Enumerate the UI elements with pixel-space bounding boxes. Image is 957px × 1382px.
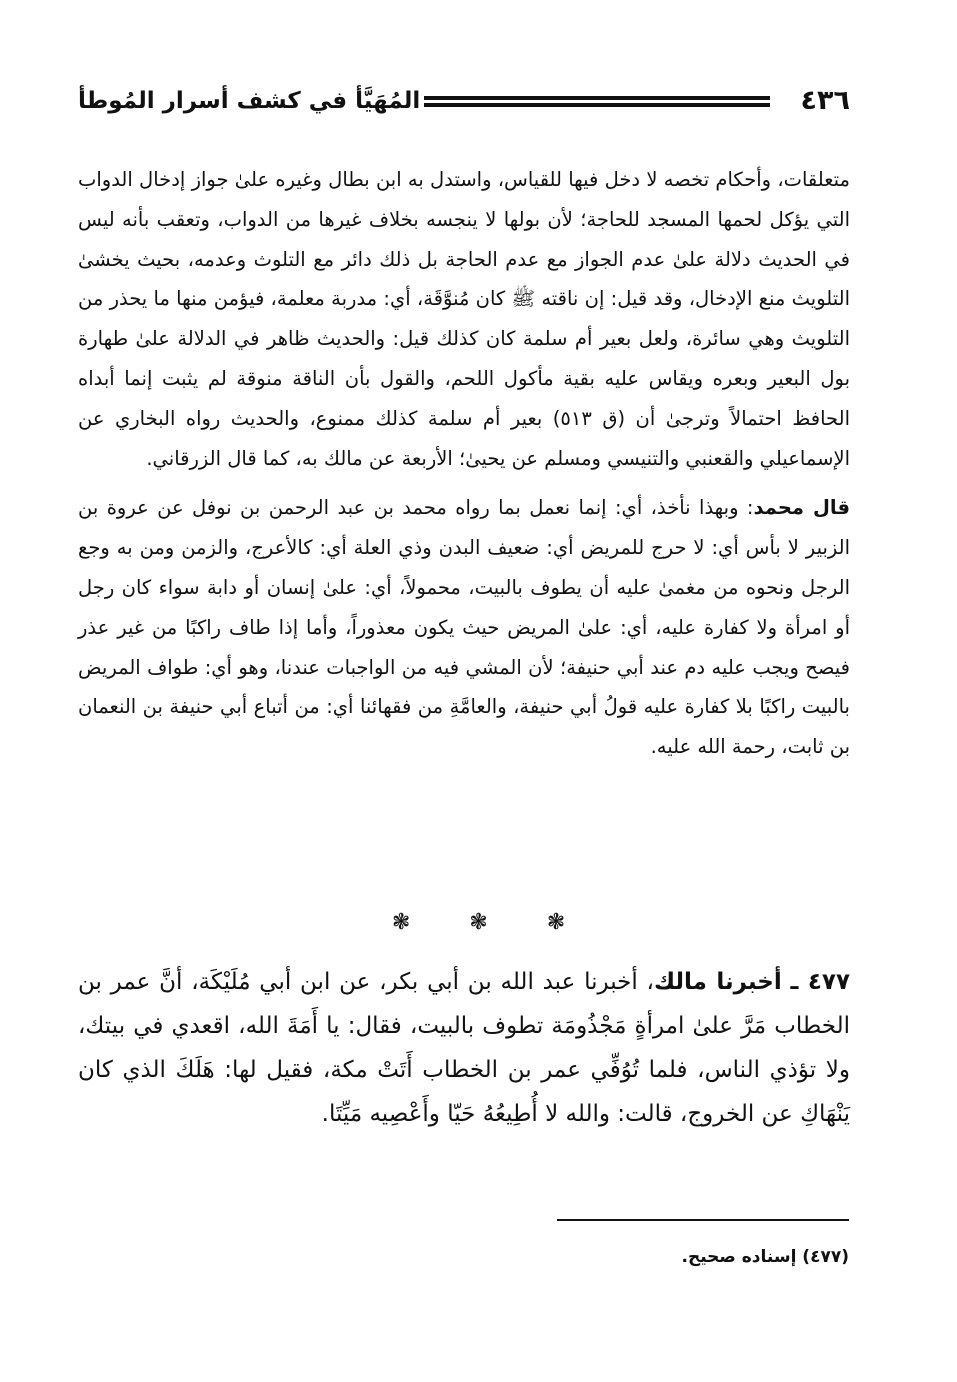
footnote: (٤٧٧) إسناده صحيح. <box>681 1247 849 1267</box>
separator-star-icon: ❃ <box>469 910 488 935</box>
paragraph-lead: قال محمد <box>753 496 850 520</box>
separator-star-icon: ❃ <box>391 910 411 935</box>
footnote-separator <box>557 1219 849 1221</box>
section-separator <box>0 908 957 938</box>
hadith-number: ٤٧٧ ـ <box>790 969 850 995</box>
book-title: المُهَيَّأ في كشف أسرار المُوطأ <box>78 88 421 114</box>
hadith-body: ، أخبرنا عبد الله بن أبي بكر، عن ابن أبي مُلَيْكَة، أنَّ عمر بن الخطاب مَرَّ علىٰ امرأةٍ مَجْذُومَة تطوف بالبيت، فقال: يا أَمَةَ الله، اقعدي في بيتك، ولا تؤذي الناس، فلما تُوُفِّي عمر بن الخطاب أَتَتْ مكة، فقيل لها: هَلَكَ الذي كان يَنْهَاكِ عن الخروج، قالت: والله لا أُطِيعُهُ حَيّا وأَعْصِيه مَيِّتَا. <box>78 969 850 1127</box>
hadith-section <box>78 960 850 1136</box>
page-number: ٤٣٦ <box>800 85 850 116</box>
commentary-paragraph: متعلقات، وأحكام تخصه لا دخل فيها للقياس، واستدل به ابن بطال وغيره علىٰ جواز إدخال الدواب التي يؤكل لحمها المسجد للحاجة؛ لأن بولها لا ينجسه بخلاف غيرها من الدواب، وتعقب بأنه ليس في الحديث دلالة علىٰ عدم الجواز مع عدم الحاجة بل ذلك دائر مع التلوث وعدمه، بحيث يخشىٰ التلويث منع الإدخال، وقد قيل: إن ناقته ﷺ كان مُنوَّقَة، أي: مدربة معلمة، فيؤمن منها ما يحذر من التلويث وهي سائرة، ولعل بعير أم سلمة كان كذلك قيل: والحديث ظاهر في الدلالة علىٰ طهارة بول البعير وبعره ويقاس عليه بقية مأكول اللحم، والقول بأن الناقة منوقة لم يثبت إنما أبداه الحافظ احتمالاً وترجىٰ أن (ق ٥١٣) بعير أم سلمة كذلك ممنوع، والحديث رواه البخاري عن الإسماعيلي والقعنبي والتنيسي ومسلم عن يحيىٰ؛ الأربعة عن مالك به، كما قال الزرقاني. <box>78 168 850 470</box>
commentary-paragraph-muhammad <box>78 488 850 767</box>
hadith-lead: أخبرنا مالك <box>653 969 782 995</box>
page-header <box>78 84 850 124</box>
paragraph-text: : وبهذا نأخذ، أي: إنما نعمل بما رواه محمد بن عبد الرحمن بن نوفل عن عروة بن الزبير لا بأس أي: لا حرج للمريض أي: ضعيف البدن وذي العلة أي: كالأعرج، والزمن ومن به وجع الرجل ونحوه من مغمىٰ عليه أن يطوف بالبيت، محمولاً، أي: علىٰ إنسان أو دابة سواء كان رجل أو امرأة ولا كفارة عليه، أي: علىٰ المريض حيث يكون معذوراً، وأما إذا طاف راكبًا من غير عذر فيصح ويجب عليه دم عند أبي حنيفة؛ لأن المشي فيه من الواجبات عندنا، وهو أي: طواف المريض بالبيت راكبًا بلا كفارة عليه قولُ أبي حنيفة، والعامَّةِ من فقهائنا أي: من أتباع أبي حنيفة بن النعمان بن ثابت، رحمة الله عليه. <box>78 496 850 759</box>
separator-star-icon: ❃ <box>546 910 566 935</box>
commentary-section <box>78 160 850 767</box>
header-double-rule <box>424 96 770 108</box>
hadith-text <box>78 960 850 1136</box>
